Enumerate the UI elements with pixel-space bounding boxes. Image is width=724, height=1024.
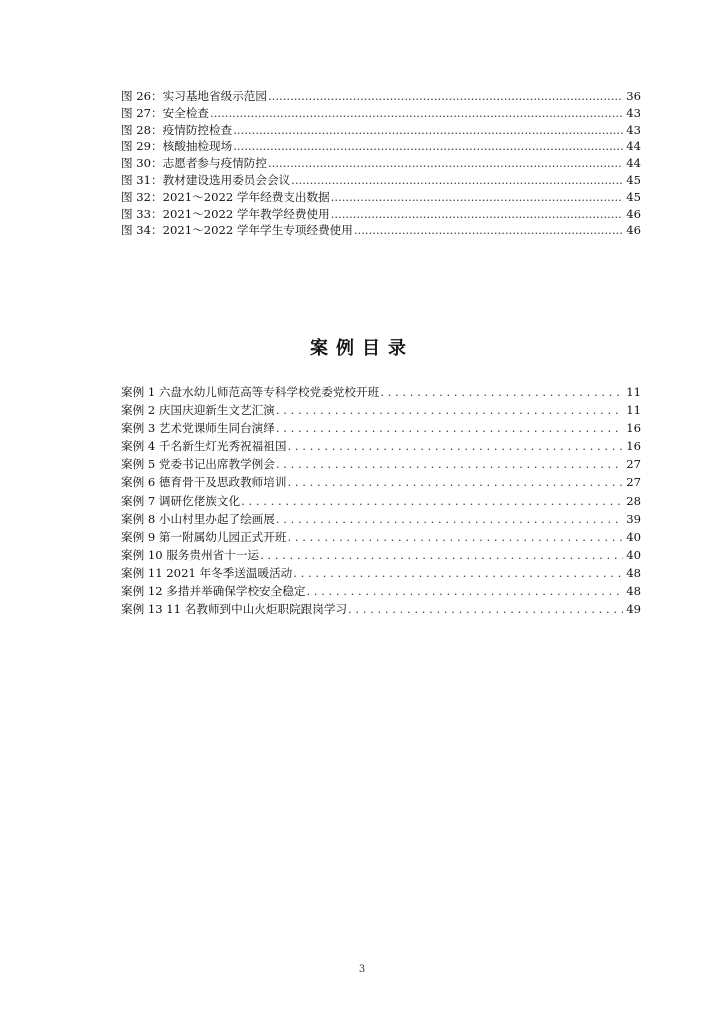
- case-title: 案例 10 服务贵州省十一运: [121, 547, 260, 562]
- dot-leader: [241, 492, 623, 510]
- figure-entry[interactable]: [121, 138, 641, 155]
- figure-title: 图 33：2021～2022 学年教学经费使用: [121, 206, 330, 221]
- dot-leader: [331, 189, 624, 206]
- case-title: 案例 1 六盘水幼儿师范高等专科学校党委党校开班: [121, 385, 380, 399]
- case-title: 案例 11 2021 年冬季送温暖活动: [121, 565, 293, 580]
- case-page: 40: [626, 529, 641, 544]
- dot-leader: [210, 105, 623, 122]
- dot-leader: [287, 437, 623, 455]
- figure-title: 图 29：核酸抽检现场: [121, 139, 233, 154]
- case-page: 48: [626, 565, 641, 580]
- dot-leader: [331, 206, 624, 223]
- case-title: 案例 13 11 名教师到中山火炬职院跟岗学习: [121, 602, 348, 617]
- case-page: 28: [626, 493, 641, 508]
- figure-page: 44: [626, 156, 641, 171]
- case-entry[interactable]: [121, 600, 641, 618]
- case-entry[interactable]: [121, 401, 641, 419]
- figure-entry[interactable]: [121, 222, 641, 239]
- case-title: 案例 3 艺术党课师生同台演绎: [121, 421, 275, 436]
- case-entry[interactable]: [121, 582, 641, 600]
- figure-page: 46: [626, 206, 641, 221]
- figure-entry[interactable]: [121, 189, 641, 206]
- figure-title: 图 31：教材建设选用委员会会议: [121, 172, 291, 187]
- dot-leader: [268, 155, 623, 172]
- dot-leader: [348, 600, 623, 618]
- case-title: 案例 7 调研仡佬族文化: [121, 493, 241, 508]
- dot-leader: [276, 419, 623, 437]
- figure-entry[interactable]: [121, 155, 641, 172]
- case-entry[interactable]: [121, 546, 641, 564]
- figure-title: 图 30：志愿者参与疫情防控: [121, 156, 267, 171]
- dot-leader: [380, 383, 623, 401]
- figure-title: 图 26：实习基地省级示范园: [121, 89, 267, 103]
- case-entry[interactable]: [121, 510, 641, 528]
- dot-leader: [233, 138, 623, 155]
- dot-leader: [276, 455, 623, 473]
- dot-leader: [287, 473, 623, 491]
- case-title: 案例 9 第一附属幼儿园正式开班: [121, 529, 287, 544]
- case-entry[interactable]: [121, 383, 641, 401]
- case-title: 案例 5 党委书记出席教学例会: [121, 457, 275, 472]
- figure-page: 45: [626, 172, 641, 187]
- case-page: 16: [626, 439, 641, 454]
- figure-title: 图 34：2021～2022 学年学生专项经费使用: [121, 223, 353, 238]
- figure-entry[interactable]: [121, 122, 641, 139]
- figure-entry[interactable]: [121, 88, 641, 105]
- case-page: 11: [626, 385, 641, 399]
- case-entry[interactable]: [121, 419, 641, 437]
- figure-title: 图 27：安全检查: [121, 105, 210, 120]
- case-title: 案例 4 千名新生灯光秀祝福祖国: [121, 439, 287, 454]
- figure-page: 46: [626, 223, 641, 238]
- dot-leader: [260, 546, 623, 564]
- case-entry[interactable]: [121, 473, 641, 491]
- figure-title: 图 32：2021～2022 学年经费支出数据: [121, 189, 330, 204]
- case-title: 案例 2 庆国庆迎新生文艺汇演: [121, 403, 275, 418]
- case-entry[interactable]: [121, 564, 641, 582]
- case-list: [121, 383, 641, 618]
- case-page: 16: [626, 421, 641, 436]
- dot-leader: [291, 172, 623, 189]
- figure-entry[interactable]: [121, 172, 641, 189]
- case-page: 39: [626, 511, 641, 526]
- page-number: 3: [358, 964, 366, 975]
- case-entry[interactable]: [121, 492, 641, 510]
- dot-leader: [233, 122, 623, 139]
- figure-page: 45: [626, 189, 641, 204]
- case-title: 案例 12 多措并举确保学校安全稳定: [121, 584, 306, 599]
- dot-leader: [287, 528, 623, 546]
- figure-entry[interactable]: [121, 206, 641, 223]
- case-page: 49: [626, 602, 641, 617]
- case-list-heading: 案例目录: [310, 338, 414, 359]
- figure-page: 36: [626, 89, 641, 103]
- case-page: 27: [626, 457, 641, 472]
- case-page: 48: [626, 584, 641, 599]
- case-entry[interactable]: [121, 437, 641, 455]
- figure-page: 43: [626, 105, 641, 120]
- dot-leader: [276, 401, 623, 419]
- figure-title: 图 28：疫情防控检查: [121, 122, 233, 137]
- figure-page: 44: [626, 139, 641, 154]
- dot-leader: [354, 222, 623, 239]
- case-page: 40: [626, 547, 641, 562]
- case-page: 27: [626, 475, 641, 490]
- dot-leader: [268, 88, 623, 105]
- dot-leader: [306, 582, 623, 600]
- case-page: 11: [626, 403, 641, 418]
- case-title: 案例 6 德育骨干及思政教师培训: [121, 475, 287, 490]
- case-entry[interactable]: [121, 455, 641, 473]
- case-entry[interactable]: [121, 528, 641, 546]
- figure-entry[interactable]: [121, 105, 641, 122]
- figure-page: 43: [626, 122, 641, 137]
- case-title: 案例 8 小山村里办起了绘画展: [121, 511, 275, 526]
- dot-leader: [276, 510, 623, 528]
- figure-list: [121, 88, 641, 239]
- dot-leader: [293, 564, 623, 582]
